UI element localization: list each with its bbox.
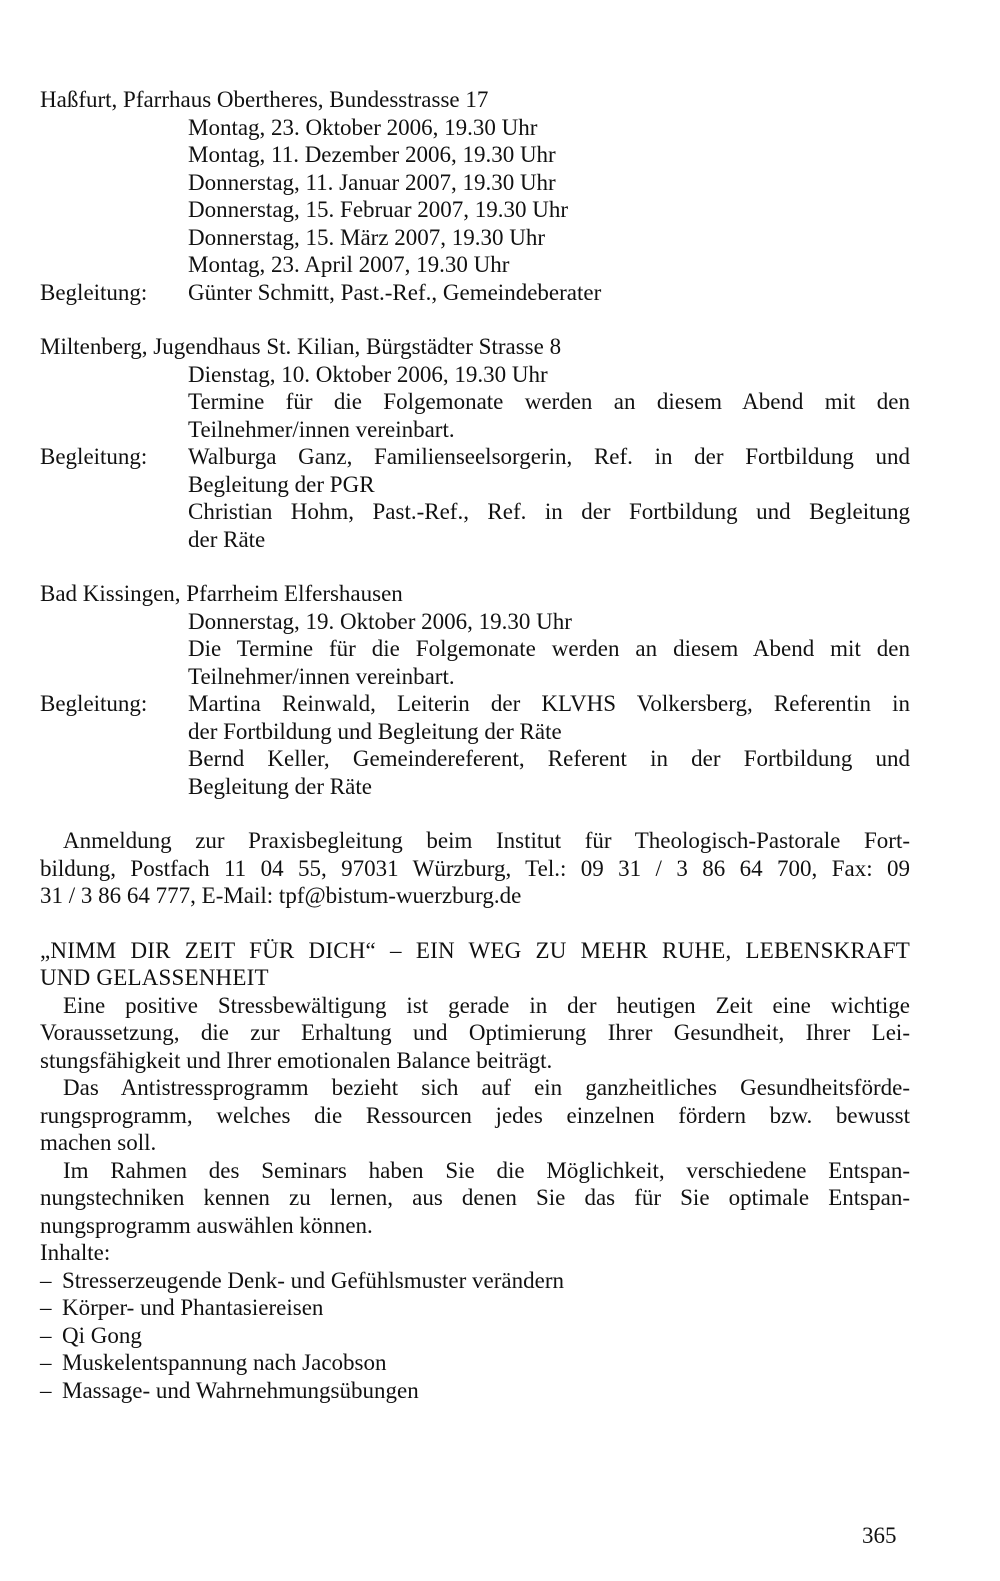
- seminar-paragraph-2: Das Antistressprogramm bezieht sich auf ein ganzheitliches Gesundheitsförde- rungsprogramm, welches die Ressourcen jedes einzelnen fördern bzw. bewusst machen soll.: [40, 1075, 910, 1155]
- contents-list: [40, 1267, 910, 1405]
- companion-text: Martina Reinwald, Leiterin der KLVHS Volkersberg, Referentin in der Fortbildung und Begleitung der Räte Bernd Keller, Gemeindereferent, Referent in der Fortbildung und Begleitung der Räte: [188, 691, 910, 799]
- companion-label: Begleitung:: [40, 691, 148, 716]
- companion-text: Walburga Ganz, Familienseelsorgerin, Ref. in der Fortbildung und Begleitung der PGR Christian Hohm, Past.-Ref., Ref. in der Fortbildung und Begleitung der Räte: [188, 444, 910, 552]
- seminar-paragraph-3: Im Rahmen des Seminars haben Sie die Möglichkeit, verschiedene Entspan- nungstechniken kennen zu lernen, aus denen Sie das für Sie optimale Entspan- nungsprogramm auswählen können.: [40, 1157, 910, 1238]
- note-text: Termine für die Folgemonate werden an diesem Abend mit den Teilnehmer/innen vereinbart.: [188, 389, 910, 442]
- contents-label: Inhalte:: [40, 1240, 111, 1265]
- companion-row: [40, 690, 910, 800]
- date-line: Montag, 23. April 2007, 19.30 Uhr: [188, 252, 510, 277]
- companion-row: [40, 443, 910, 553]
- place-heading: Miltenberg, Jugendhaus St. Kilian, Bürgstädter Strasse 8: [40, 334, 562, 359]
- place-heading: Haßfurt, Pfarrhaus Obertheres, Bundesstrasse 17: [40, 87, 489, 112]
- companion-label: Begleitung:: [40, 279, 148, 305]
- place-heading: Bad Kissingen, Pfarrheim Elfershausen: [40, 581, 403, 606]
- list-item: – Muskelentspannung nach Jacobson: [40, 1350, 387, 1375]
- date-line: Donnerstag, 19. Oktober 2006, 19.30 Uhr: [188, 608, 572, 634]
- dash-marker: –: [40, 1322, 52, 1348]
- section-miltenberg: [40, 333, 910, 553]
- registration-paragraph: Anmeldung zur Praxisbegleitung beim Institut für Theologisch-Pastorale Fort- bildung, Postfach 11 04 55, 97031 Würzburg, Tel.: 09 31 / 3 86 64 700, Fax: 09 31 / 3 86 64 777, E-Mail: tpf@bistum-wuerzburg.de: [40, 828, 910, 908]
- seminar-paragraph-1: Eine positive Stressbewältigung ist gerade in der heutigen Zeit eine wichtige Voraussetzung, die zur Erhaltung und Optimierung Ihrer Gesundheit, Ihrer Lei- stungsfähigkeit und Ihrer emotionalen Balance beiträgt.: [40, 992, 910, 1073]
- list-item: – Stresserzeugende Denk- und Gefühlsmuster verändern: [40, 1267, 564, 1293]
- date-line: Donnerstag, 11. Januar 2007, 19.30 Uhr: [188, 169, 556, 195]
- section-bad-kissingen: [40, 580, 910, 800]
- dash-marker: –: [40, 1350, 52, 1375]
- date-line: Montag, 11. Dezember 2006, 19.30 Uhr: [188, 142, 556, 167]
- companion-text: Günter Schmitt, Past.-Ref., Gemeindeberater: [188, 279, 602, 305]
- seminar-title: „NIMM DIR ZEIT FÜR DICH“ – EIN WEG ZU MEHR RUHE, LEBENSKRAFT UND GELASSENHEIT: [40, 937, 910, 990]
- document-page: [40, 86, 910, 1404]
- companion-label: Begleitung:: [40, 444, 148, 469]
- list-item: – Massage- und Wahrnehmungsübungen: [40, 1377, 419, 1403]
- companion-row: [40, 279, 910, 307]
- date-line: Donnerstag, 15. Februar 2007, 19.30 Uhr: [188, 197, 569, 222]
- section-seminar: [40, 937, 910, 1405]
- date-line: Donnerstag, 15. März 2007, 19.30 Uhr: [188, 224, 546, 250]
- page-number: 365: [862, 1523, 897, 1548]
- dash-marker: –: [40, 1267, 52, 1293]
- list-item: – Qi Gong: [40, 1322, 142, 1348]
- dash-marker: –: [40, 1377, 52, 1403]
- date-line: Montag, 23. Oktober 2006, 19.30 Uhr: [188, 114, 538, 140]
- dash-marker: –: [40, 1295, 52, 1320]
- list-item: – Körper- und Phantasiereisen: [40, 1295, 324, 1320]
- section-hassfurt: [40, 86, 910, 306]
- date-line: Dienstag, 10. Oktober 2006, 19.30 Uhr: [188, 361, 548, 387]
- note-text: Die Termine für die Folgemonate werden an diesem Abend mit den Teilnehmer/innen vereinbart.: [188, 636, 910, 689]
